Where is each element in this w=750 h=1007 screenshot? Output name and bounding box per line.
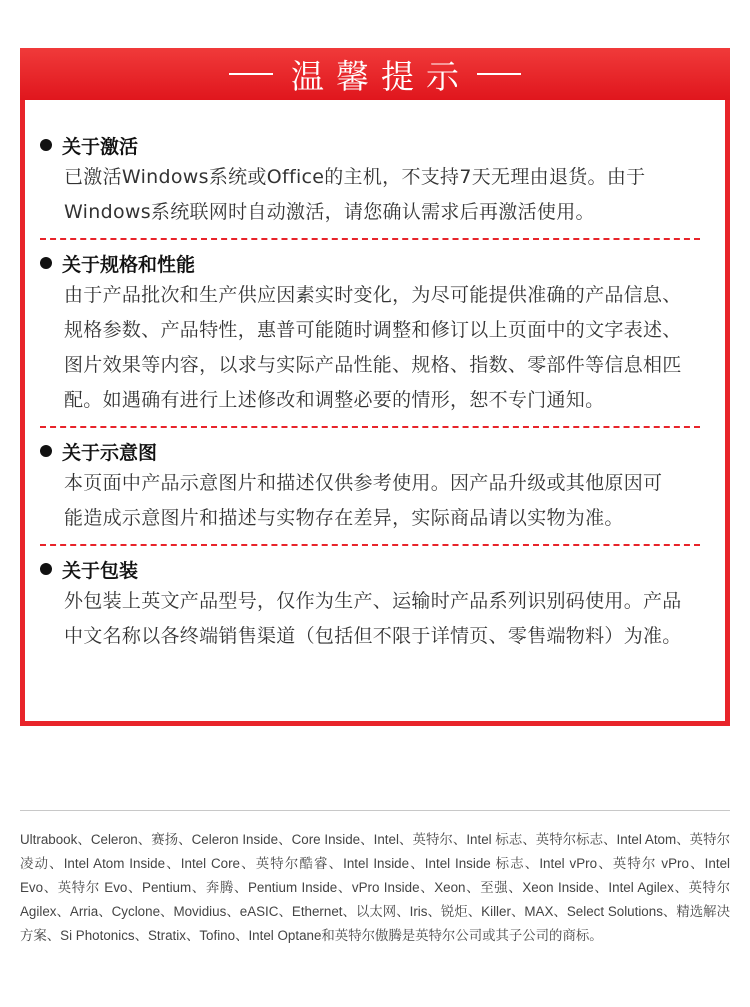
- body-line: Windows系统联网时自动激活，请您确认需求后再激活使用。: [64, 201, 595, 223]
- section-body: [40, 160, 710, 230]
- footer-rule: [20, 810, 730, 811]
- section-heading: [40, 130, 710, 160]
- section-illustration: [40, 436, 710, 536]
- bullet-icon: [40, 257, 52, 269]
- body-line: 已激活Windows系统或Office的主机，不支持7天无理由退货。由于: [64, 166, 646, 188]
- bullet-icon: [40, 139, 52, 151]
- section-packaging: [40, 554, 710, 654]
- dashed-divider: [40, 544, 700, 546]
- banner-dash-right: [477, 73, 521, 75]
- section-body: [40, 466, 710, 536]
- section-heading: [40, 436, 710, 466]
- section-specs: [40, 248, 710, 418]
- section-title: 关于激活: [62, 135, 139, 158]
- notice-sections: [40, 100, 710, 654]
- section-body: [40, 584, 710, 654]
- body-line: 本页面中产品示意图片和描述仅供参考使用。因产品升级或其他原因可: [64, 472, 663, 494]
- dashed-divider: [40, 426, 700, 428]
- body-line: 图片效果等内容，以求与实际产品性能、规格、指数、零部件等信息相匹: [64, 354, 682, 376]
- body-line: 外包装上英文产品型号，仅作为生产、运输时产品系列识别码使用。产品: [64, 590, 682, 612]
- body-line: 能造成示意图片和描述与实物存在差异，实际商品请以实物为准。: [64, 507, 624, 529]
- dashed-divider: [40, 238, 700, 240]
- section-heading: [40, 554, 710, 584]
- notice-banner: [20, 48, 730, 100]
- bullet-icon: [40, 445, 52, 457]
- section-activation: [40, 100, 710, 230]
- body-line: 由于产品批次和生产供应因素实时变化，为尽可能提供准确的产品信息、: [64, 284, 682, 306]
- banner-title: 温馨提示: [291, 56, 471, 96]
- trademark-notice: Ultrabook、Celeron、赛扬、Celeron Inside、Core Inside、Intel、英特尔、Intel 标志、英特尔标志、Intel Atom、英特尔凌动、Intel Atom Inside、Intel Core、英特尔酷睿、Intel Inside、Intel Inside 标志、Intel vPro、英特尔 vPro、Intel Evo、英特尔 Evo、Pentium、奔腾、Pentium Inside、vPro Inside、Xeon、至强、Xeon Inside、Intel Agilex、英特尔 Agilex、Arria、Cyclone、Movidius、eASIC、Ethernet、以太网、Iris、锐炬、Killer、MAX、Select Solutions、精选解决方案、Si Photonics、Stratix、Tofino、Intel Optane和英特尔傲腾是英特尔公司或其子公司的商标。: [20, 832, 730, 943]
- section-heading: [40, 248, 710, 278]
- body-line: 配。如遇确有进行上述修改和调整必要的情形，恕不专门通知。: [64, 389, 605, 411]
- section-title: 关于包装: [62, 559, 139, 582]
- banner-dash-left: [229, 73, 273, 75]
- bullet-icon: [40, 563, 52, 575]
- body-line: 规格参数、产品特性，惠普可能随时调整和修订以上页面中的文字表述、: [64, 319, 682, 341]
- section-title: 关于规格和性能: [62, 253, 196, 276]
- body-line: 中文名称以各终端销售渠道（包括但不限于详情页、零售端物料）为准。: [64, 625, 682, 647]
- section-body: [40, 278, 710, 418]
- section-title: 关于示意图: [62, 441, 158, 464]
- notice-box: [20, 48, 730, 726]
